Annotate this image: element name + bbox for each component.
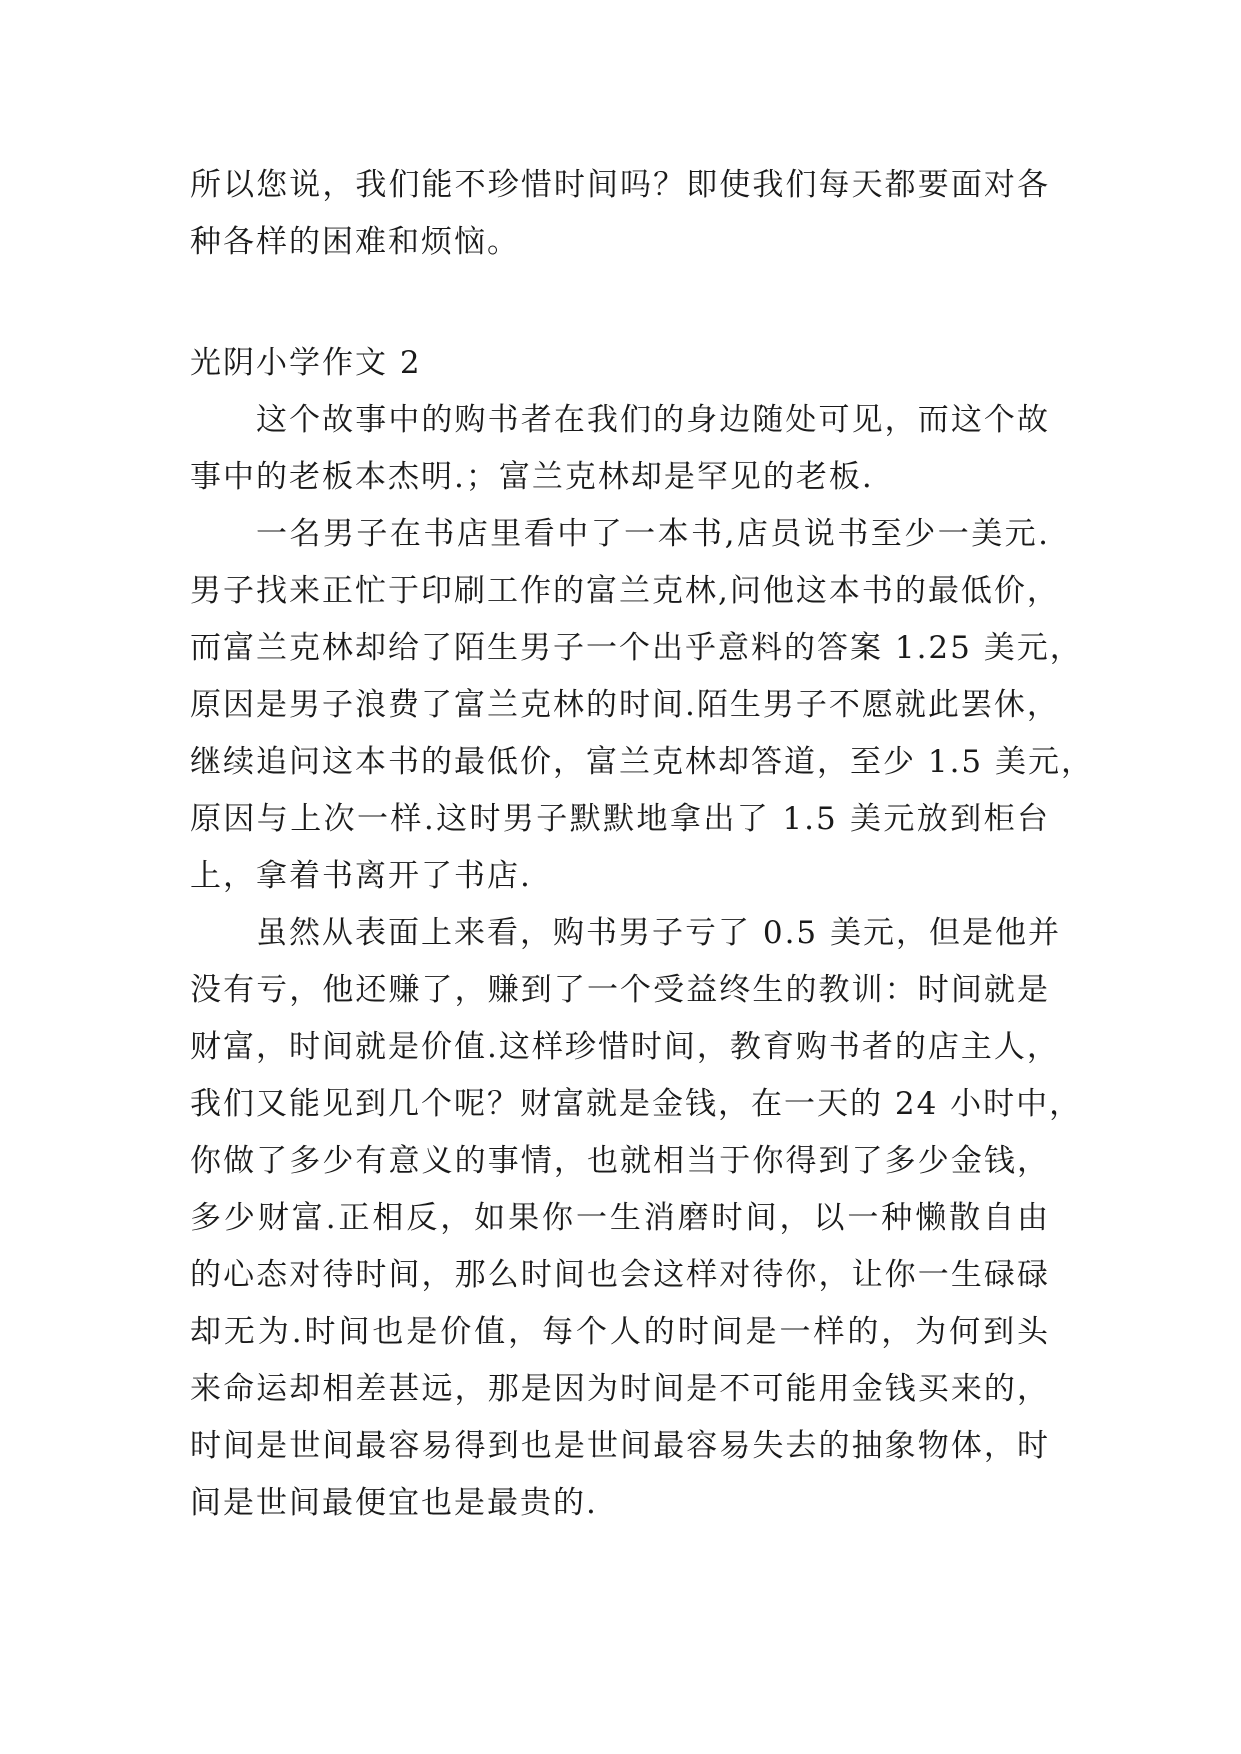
paragraph-3-line-6: 多少财富.正相反，如果你一生消磨时间，以一种懒散自由 — [190, 1200, 1050, 1236]
paragraph-1-line-2: 事中的老板本杰明.；富兰克林却是罕见的老板. — [190, 459, 874, 495]
paragraph-3-line-3: 财富，时间就是价值.这样珍惜时间，教育购书者的店主人， — [190, 1029, 1060, 1065]
paragraph-2-line-5: 继续追问这本书的最低价，富兰克林却答道，至少 1.5 美元， — [190, 744, 1095, 780]
paragraph-3-line-8: 却无为.时间也是价值，每个人的时间是一样的，为何到头 — [190, 1314, 1050, 1350]
paragraph-3-line-11: 间是世间最便宜也是最贵的. — [190, 1485, 598, 1521]
paragraph-3-line-5: 你做了多少有意义的事情，也就相当于你得到了多少金钱， — [190, 1143, 1050, 1179]
paragraph-2-line-3: 而富兰克林却给了陌生男子一个出乎意料的答案 1.25 美元， — [190, 630, 1083, 666]
intro-line-2: 种各样的困难和烦恼。 — [190, 224, 520, 260]
paragraph-2-line-2: 男子找来正忙于印刷工作的富兰克林,问他这本书的最低价， — [190, 573, 1060, 609]
paragraph-3-line-7: 的心态对待时间，那么时间也会这样对待你，让你一生碌碌 — [190, 1257, 1050, 1293]
paragraph-3-line-9: 来命运却相差甚远，那是因为时间是不可能用金钱买来的， — [190, 1371, 1050, 1407]
paragraph-2-line-4: 原因是男子浪费了富兰克林的时间.陌生男子不愿就此罢休， — [190, 687, 1060, 723]
paragraph-3-line-2: 没有亏，他还赚了，赚到了一个受益终生的教训：时间就是 — [190, 972, 1050, 1008]
paragraph-2-line-1: 一名男子在书店里看中了一本书,店员说书至少一美元. — [256, 516, 1050, 552]
paragraph-3-line-10: 时间是世间最容易得到也是世间最容易失去的抽象物体，时 — [190, 1428, 1050, 1464]
section-title: 光阴小学作文 2 — [190, 345, 422, 381]
paragraph-2-line-7: 上，拿着书离开了书店. — [190, 858, 532, 894]
paragraph-3-line-1: 虽然从表面上来看，购书男子亏了 0.5 美元，但是他并 — [256, 915, 1062, 951]
paragraph-1-line-1: 这个故事中的购书者在我们的身边随处可见，而这个故 — [256, 402, 1050, 438]
intro-line-1: 所以您说，我们能不珍惜时间吗？即使我们每天都要面对各 — [190, 167, 1050, 203]
paragraph-3-line-4: 我们又能见到几个呢？财富就是金钱，在一天的 24 小时中， — [190, 1086, 1083, 1122]
paragraph-2-line-6: 原因与上次一样.这时男子默默地拿出了 1.5 美元放到柜台 — [190, 801, 1050, 837]
